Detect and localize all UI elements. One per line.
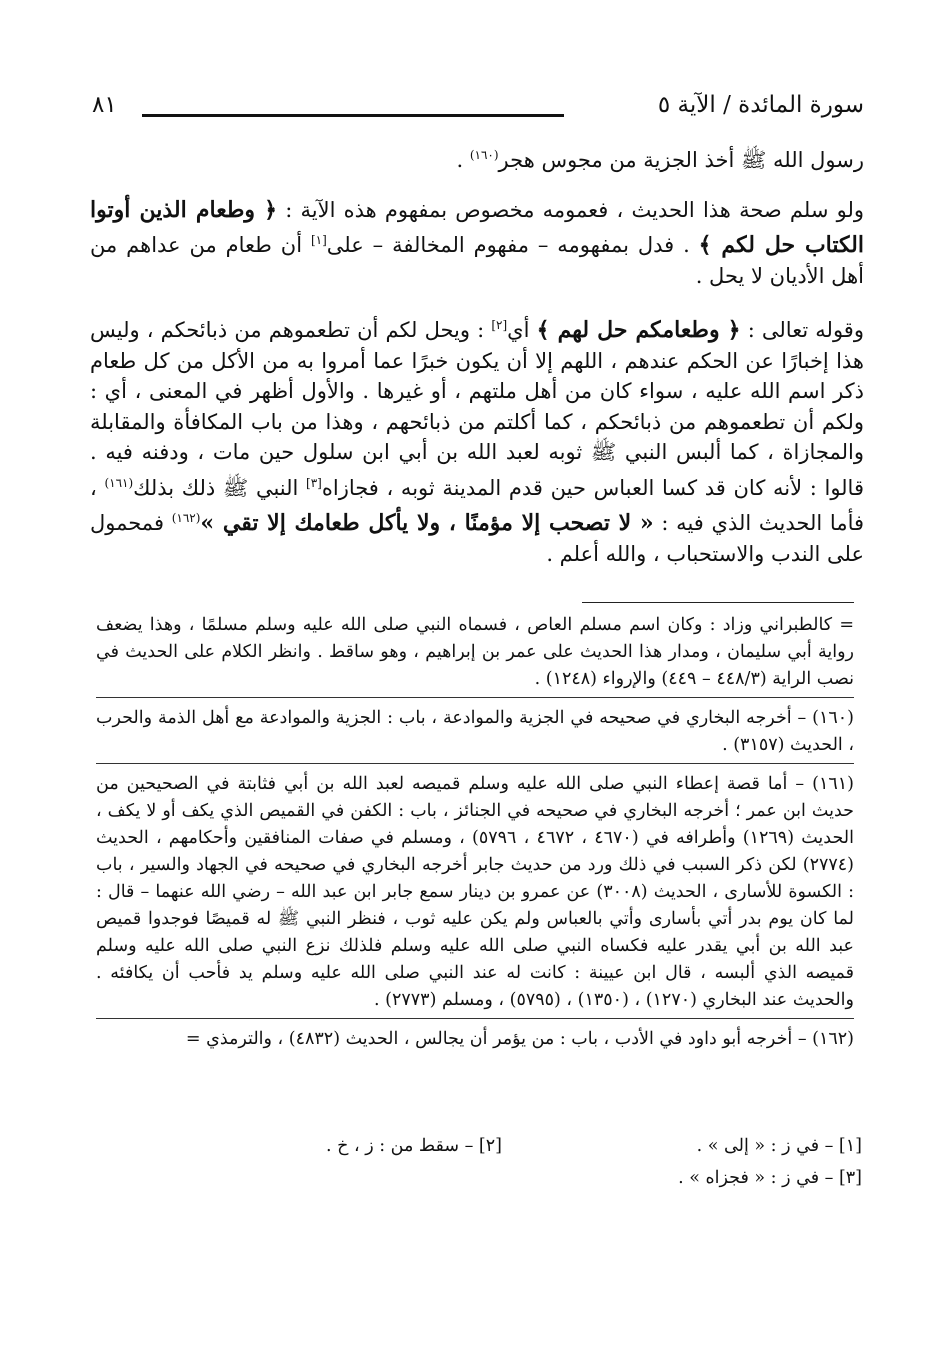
footnote-162: (١٦٢) – أخرجه أبو داود في الأدب ، باب : من يؤمر أن يجالس ، الحديث (٤٨٣٢) ، والترمذي = [185, 1029, 854, 1049]
quran-quote-2: ﴿ وطعامكم حل لهم ﴾ [536, 317, 741, 343]
quran-quote-1: ﴿ وطعام الذين أوتوا الكتاب حل لكم ﴾ [90, 196, 864, 258]
p1-text: رسول الله ﷺ أخذ الجزية من مجوس هجر [498, 148, 864, 172]
variant-row-1 [96, 1130, 862, 1162]
footnote-160: (١٦٠) – أخرجه البخاري في صحيحه في الجزية والموادعة ، باب : الجزية والموادعة مع أهل الذمة والحرب ، الحديث (٣١٥٧) . [96, 705, 854, 764]
p3-text-f: فمحمول على الندب والاستحباب ، والله أعلم . [90, 511, 864, 566]
variant-row-2 [96, 1162, 862, 1194]
p3-text-d: النبي ﷺ ذلك بذلك [133, 475, 307, 500]
footnote-161: (١٦١) – أما قصة إعطاء النبي صلى الله عليه وسلم قميصه لعبد الله بن أبي فثابتة في الصحيحين من حديث ابن عمر ؛ أخرجه البخاري في صحيحه في الجنائز ، باب : الكفن في القميص الذي يكف أو لا يكف ، الحديث (١٢٦٩) وأطرافه في (٤٦٧٠ ، ٤٦٧٢ ، ٥٧٩٦) ، ومسلم في صفات المنافقين وأحكامهم ، الحديث (٢٧٧٤) لكن ذكر السبب في ذلك ورد من حديث جابر أخرجه البخاري في صحيحه في الجهاد والسير ، باب : الكسوة للأسارى ، الحديث (٣٠٠٨) عن عمرو بن دينار سمع جابر ابن عبد الله – رضي الله عنهما – قال : لما كان يوم بدر أتي بأسارى وأتي بالعباس ولم يكن عليه ثوب ، فنظر النبي ﷺ له قميصًا فوجدوا قميص عبد الله بن أبي يقدر عليه فكساه النبي صلى الله عليه وسلم فلذلك نزع النبي صلى الله عليه وسلم قميصه الذي ألبسه ، قال ابن عيينة : كانت له عند النبي صلى الله عليه وسلم يد فأحب أن يكافئه . والحديث عند البخاري (١٢٧٠) ، (١٣٥٠) ، (٥٧٩٥) ، ومسلم (٢٧٧٣) . [96, 771, 854, 1019]
p2-text-c: أن طعام من عداهم من أهل الأديان لا يحل . [90, 233, 864, 288]
variant-notes [96, 1130, 862, 1194]
main-text [90, 140, 864, 569]
page-number: ٨١ [92, 92, 117, 118]
p3-text-b: أي [507, 318, 537, 342]
footnote-ref-161: (١٦١) [104, 475, 134, 490]
header-rule [142, 114, 564, 117]
footnote-ref-162: (١٦٢) [171, 511, 201, 525]
paragraph-1 [90, 140, 864, 176]
p2-text-b: . فدل بمفهومه – مفهوم المخالفة – على [326, 233, 699, 257]
paragraph-3 [90, 310, 864, 569]
footnote-separator [582, 602, 854, 603]
footnotes [96, 612, 854, 1060]
p2-text-a: ولو سلم صحة هذا الحديث ، فعمومه مخصوص بمفهوم هذه الآية : [277, 197, 865, 222]
variant-ref-3: [٣] [306, 475, 322, 490]
variant-ref-1: [١] [310, 233, 327, 247]
footnote-continued: = كالطبراني وزاد : وكان اسم مسلم العاص ، فسماه النبي صلى الله عليه وسلم مسلمًا ، وهذا يضعف رواية أبي سليمان ، ومدار هذا الحديث على عمر بن إبراهيم ، وهو ساقط . وانظر الكلام على الحديث في نصب الراية (٤٤٨/٣ – ٤٤٩) والإرواء (١٢٤٨) . [96, 612, 854, 698]
p3-text-c: : ويحل لكم أن تطعموهم من ذبائحكم ، وليس هذا إخبارًا عن الحكم عندهم ، اللهم إلا أن يكون خبرًا عما أمروا به من الأكل من كل طعام ذكر اسم الله عليه ، سواء كان من أهل ملتهم ، أو غيرها . والأول أظهر في المعنى ، أي : ولكم أن تطعموهم من ذبائحكم ، كما أكلتم من ذبائحهم ، وهذا من باب المكافأة والمقابلة والمجازاة ، كما ألبس النبي ﷺ ثوبه لعبد الله بن أبي ابن سلول حين مات ، ودفنه فيه . قالوا : لأنه كان قد كسا العباس حين قدم المدينة ثوبه ، فجازاه [90, 318, 864, 500]
footnote-ref-160: (١٦٠) [469, 148, 499, 162]
p3-text-a: وقوله تعالى : [740, 318, 864, 342]
variant-note-2: [٢] – سقط من : ز ، خ . [326, 1136, 502, 1156]
variant-ref-2: [٢] [491, 318, 508, 332]
hadith-quote: « لا تصحب إلا مؤمنًا ، ولا يأكل طعامك إلا تقي » [200, 510, 654, 536]
variant-note-3: [٣] – في ز : « فجزاه » . [678, 1168, 862, 1188]
surah-title: سورة المائدة / الآية ٥ [657, 92, 864, 118]
running-header [92, 92, 864, 128]
variant-note-1: [١] – في ز : « إلى » . [696, 1136, 862, 1156]
p1-end: . [456, 148, 470, 172]
p3-text-e: ، فأما الحديث الذي فيه : [90, 475, 865, 535]
paragraph-2 [90, 195, 864, 292]
